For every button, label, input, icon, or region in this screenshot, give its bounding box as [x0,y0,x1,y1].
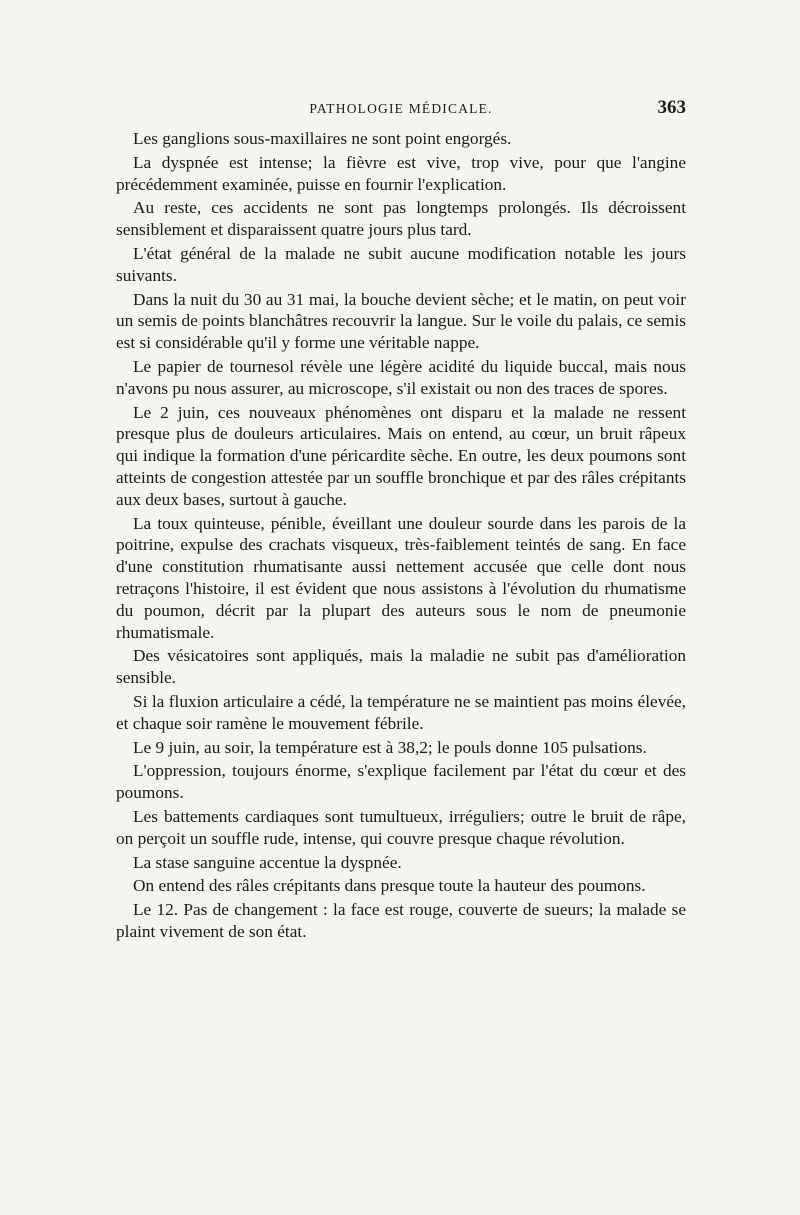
body-text [116,128,686,945]
paragraph: L'état général de la malade ne subit aucune modification notable les jours suivants. [116,243,686,285]
paragraph: On entend des râles crépitants dans presque toute la hauteur des poumons. [133,876,646,896]
paragraph: Le 12. Pas de changement : la face est rouge, couverte de sueurs; la malade se plaint vivement de son état. [116,900,686,941]
paragraph: Au reste, ces accidents ne sont pas longtemps prolongés. Ils décroissent sensiblement et disparaissent quatre jours plus tard. [116,198,686,240]
paragraph: La dyspnée est intense; la fièvre est vive, trop vive, pour que l'angine précédemment examinée, puisse en fournir l'explication. [116,152,686,194]
paragraph: Les battements cardiaques sont tumultueux, irréguliers; outre le bruit de râpe, on perçoit un souffle rude, intense, qui couvre presque chaque révolution. [116,806,686,848]
paragraph: Le 2 juin, ces nouveaux phénomènes ont disparu et la malade ne ressent presque plus de douleurs articulaires. Mais on entend, au cœur, un bruit râpeux qui indique la formation d'une péricardite sèche. En outre, les deux poumons sont atteints de congestion attestée par un souffle bronchique et par des râles crépitants aux deux bases, surtout à gauche. [116,402,686,509]
paragraph: La stase sanguine accentue la dyspnée. [133,852,402,872]
paragraph: Le 9 juin, au soir, la température est à 38,2; le pouls donne 105 pulsations. [133,737,647,757]
paragraph: Les ganglions sous-maxillaires ne sont point engorgés. [133,129,512,148]
running-title: PATHOLOGIE MÉDICALE. [309,101,493,116]
paragraph: Dans la nuit du 30 au 31 mai, la bouche devient sèche; et le matin, on peut voir un semis de points blanchâtres recouvrir la langue. Sur le voile du palais, ce semis est si considérable qu'il y forme une véritable nappe. [116,289,686,353]
paragraph: Le papier de tournesol révèle une légère acidité du liquide buccal, mais nous n'avons pu nous assurer, au microscope, s'il existait ou non des traces de spores. [116,356,686,398]
running-header [116,97,686,121]
paragraph: La toux quinteuse, pénible, éveillant une douleur sourde dans les parois de la poitrine, expulse des crachats visqueux, très-faiblement teintés de sang. En face d'une constitution rhumatisante aussi nettement accusée que celle dont nous retraçons l'histoire, il est évident que nous assistons à l'évolution du rhumatisme du poumon, décrit par la plupart des auteurs sous le nom de pneumonie rhumatismale. [116,513,686,642]
page-number: 363 [657,97,686,118]
paragraph: Des vésicatoires sont appliqués, mais la maladie ne subit pas d'amélioration sensible. [116,646,686,688]
paragraph: L'oppression, toujours énorme, s'explique facilement par l'état du cœur et des poumons. [116,761,686,803]
paragraph: Si la fluxion articulaire a cédé, la température ne se maintient pas moins élevée, et chaque soir ramène le mouvement fébrile. [116,691,686,733]
